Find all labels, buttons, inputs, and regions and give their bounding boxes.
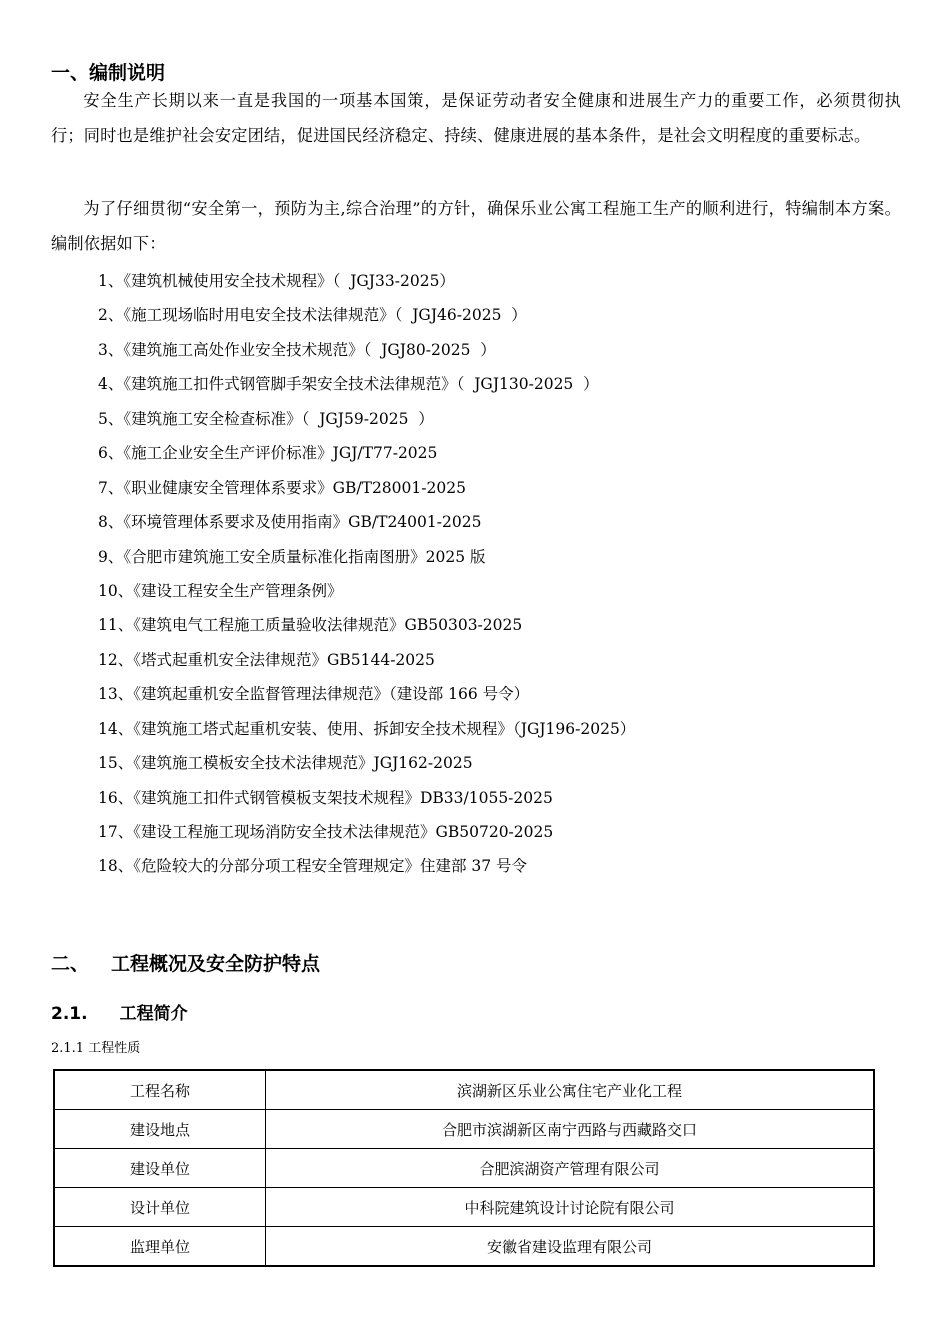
table-row: [54, 1110, 874, 1149]
table-value-cell: 合肥市滨湖新区南宁西路与西藏路交口: [266, 1110, 875, 1149]
table-value-cell: 滨湖新区乐业公寓住宅产业化工程: [266, 1070, 875, 1110]
table-label-cell: 建设单位: [54, 1149, 266, 1188]
table-label-cell: 设计单位: [54, 1188, 266, 1227]
reference-item: 9、《合肥市建筑施工安全质量标准化指南图册》2025 版: [98, 547, 486, 566]
table-value-cell: 合肥滨湖资产管理有限公司: [266, 1149, 875, 1188]
table-label-cell: 监理单位: [54, 1227, 266, 1267]
reference-item: 10、《建设工程安全生产管理条例》: [98, 581, 343, 600]
reference-item: 16、《建筑施工扣件式钢管模板支架技术规程》DB33/1055-2025: [98, 788, 553, 807]
reference-item: 6、《施工企业安全生产评价标准》JGJ/T77-2025: [98, 444, 438, 463]
section-1-title: 编制说明: [89, 62, 166, 84]
section-2-number: 二、: [51, 953, 90, 975]
section-1-heading: [51, 61, 165, 85]
section-2-title: 工程概况及安全防护特点: [111, 953, 321, 975]
reference-item: 13、《建筑起重机安全监督管理法律规范》（建设部 166 号令）: [98, 685, 530, 704]
subsection-2-1-title: 工程简介: [119, 1004, 188, 1024]
reference-list: [98, 264, 635, 884]
reference-item: 1、《建筑机械使用安全技术规程》（ JGJ33-2025）: [98, 272, 455, 290]
table-row: [54, 1070, 874, 1110]
reference-item: 7、《职业健康安全管理体系要求》GB/T28001-2025: [98, 478, 466, 497]
reference-item: 4、《建筑施工扣件式钢管脚手架安全技术法律规范》（ JGJ130-2025 ）: [98, 375, 599, 394]
table-row: [54, 1188, 874, 1227]
purpose-paragraph: 为了仔细贯彻“安全第一，预防为主,综合治理”的方针，确保乐业公寓工程施工生产的顺利进行，特编制本方案。编制依据如下：: [51, 199, 901, 253]
section-2-heading: [51, 952, 320, 976]
table-label-cell: 建设地点: [54, 1110, 266, 1149]
project-info-table: [53, 1069, 875, 1267]
table-value-cell: 安徽省建设监理有限公司: [266, 1227, 875, 1267]
subsection-2-1-1-heading: 2.1.1 工程性质: [51, 1041, 141, 1056]
table-label-cell: 工程名称: [54, 1070, 266, 1110]
reference-item: 15、《建筑施工模板安全技术法律规范》JGJ162-2025: [98, 754, 473, 773]
table-row: [54, 1227, 874, 1267]
subsection-2-1-number: 2.1.: [51, 1004, 88, 1024]
table-row: [54, 1149, 874, 1188]
reference-item: 11、《建筑电气工程施工质量验收法律规范》GB50303-2025: [98, 616, 523, 635]
reference-item: 14、《建筑施工塔式起重机安装、使用、拆卸安全技术规程》（JGJ196-2025）: [98, 719, 636, 738]
reference-item: 5、《建筑施工安全检查标准》（ JGJ59-2025 ）: [98, 409, 434, 428]
reference-item: 12、《塔式起重机安全法律规范》GB5144-2025: [98, 650, 435, 669]
reference-item: 17、《建设工程施工现场消防安全技术法律规范》GB50720-2025: [98, 823, 554, 841]
subsection-2-1-heading: [51, 1003, 188, 1025]
table-value-cell: 中科院建筑设计讨论院有限公司: [266, 1188, 875, 1227]
reference-item: 8、《环境管理体系要求及使用指南》GB/T24001-2025: [98, 513, 482, 532]
reference-item: 18、《危险较大的分部分项工程安全管理规定》住建部 37 号令: [98, 857, 528, 876]
reference-item: 2、《施工现场临时用电安全技术法律规范》（ JGJ46-2025 ）: [98, 306, 527, 325]
intro-paragraph: 安全生产长期以来一直是我国的一项基本国策，是保证劳动者安全健康和进展生产力的重要工作，必须贯彻执行；同时也是维护社会安定团结，促进国民经济稳定、持续、健康进展的基本条件，是社会文明程度的重要标志。: [51, 91, 901, 145]
reference-item: 3、《建筑施工高处作业安全技术规范》（ JGJ80-2025 ）: [98, 340, 496, 359]
section-1-number: 一、: [51, 62, 90, 84]
